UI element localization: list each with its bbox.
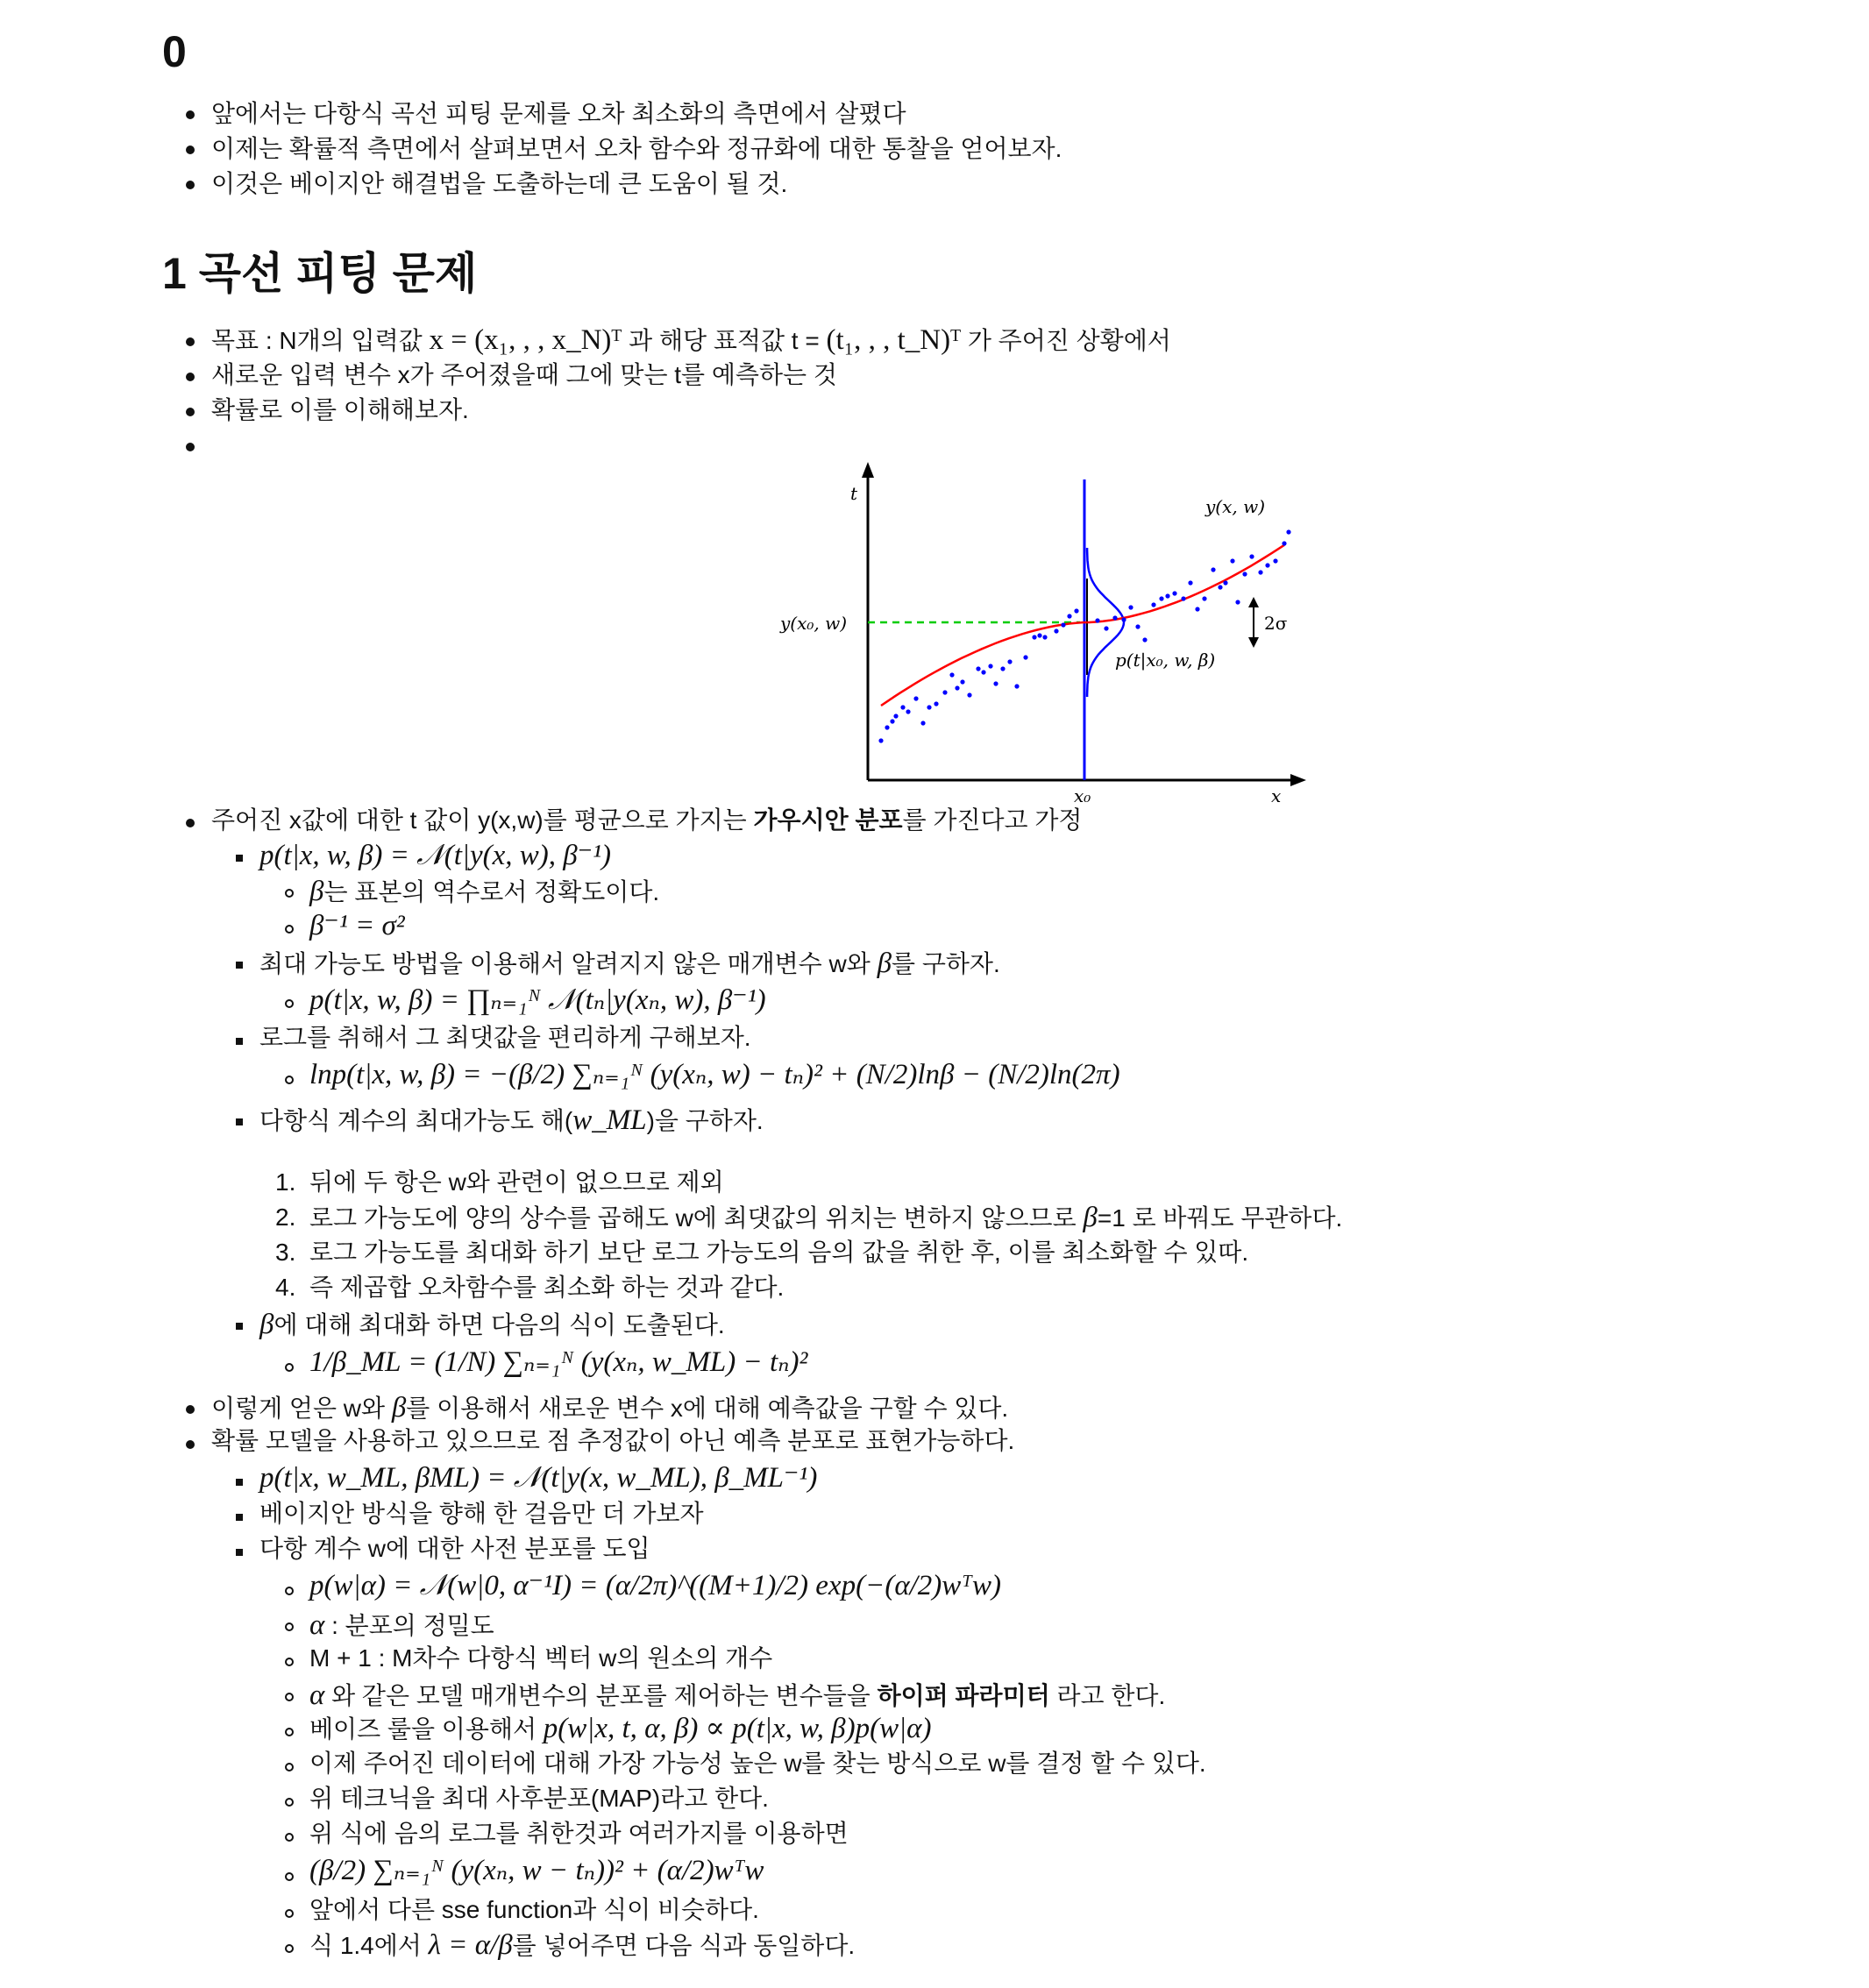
- ml-text-a: 최대 가능도 방법을 이용해서 알려지지 않은 매개변수 w와: [259, 950, 878, 977]
- hyper-alpha: α: [309, 1679, 325, 1711]
- bullet-circle: [285, 1833, 294, 1842]
- gaussian-bold: 가우시안 분포: [753, 806, 903, 834]
- bullet-square: [236, 962, 243, 969]
- bullet-circle: [285, 1658, 294, 1666]
- bullet-circle: [285, 1944, 294, 1953]
- beta-precision-line: [309, 877, 659, 906]
- x0-label: x₀: [1074, 785, 1091, 802]
- data-point: [949, 672, 954, 677]
- bullet-square: [236, 1323, 243, 1330]
- find-w-line: 이제 주어진 데이터에 대해 가장 가능성 높은 w를 찾는 방식으로 w를 결정 할 수 있다.: [309, 1750, 1206, 1777]
- bullet-square: [236, 1549, 243, 1556]
- hyper-bold: 하이퍼 파라미터: [877, 1682, 1050, 1709]
- bullet-square: [236, 1118, 243, 1125]
- coef-text-a: 다항식 계수의 최대가능도 해(: [259, 1107, 573, 1134]
- intro-line-2: 이제는 확률적 측면에서 살펴보면서 오차 함수와 정규화에 대한 통찰을 얻어보자.: [211, 135, 1062, 162]
- goal-math-t: (t₁, , , t_N)ᵀ: [826, 324, 962, 356]
- ordered-number: 4.: [275, 1274, 296, 1301]
- ordered-item-3: 로그 가능도를 최대화 하기 보단 로그 가능도의 음의 값을 취한 후, 이를 최소화할 수 있따.: [309, 1239, 1249, 1266]
- gaussian-text-c: 를 가진다고 가정: [902, 806, 1083, 834]
- bmax-beta: β: [259, 1309, 274, 1340]
- ml-text-b: 를 구하자.: [892, 950, 1000, 977]
- gaussian-curve-fitting-figure: [771, 460, 1315, 802]
- map-line: 위 테크닉을 최대 사후분포(MAP)라고 한다.: [309, 1785, 769, 1812]
- data-point: [1067, 614, 1071, 618]
- ordered-item-4: 즉 제곱합 오차함수를 최소화 하는 것과 같다.: [309, 1274, 785, 1301]
- data-point: [1181, 596, 1185, 600]
- equation-predictive: p(t|x, w_ML, βML) = 𝒩(t|y(x, w_ML), β_ML⁻¹): [259, 1462, 818, 1494]
- data-point: [1037, 633, 1041, 637]
- data-point: [981, 670, 985, 674]
- beta-text: 는 표본의 역수로서 정확도이다.: [323, 878, 660, 905]
- y0-label: y(x₀, w): [780, 613, 848, 634]
- bullet-disc: [186, 408, 195, 416]
- coefficient-line: [259, 1106, 764, 1135]
- goal-text-a: 목표 : N개의 입력값: [211, 327, 430, 354]
- bullet-disc: [186, 146, 195, 154]
- data-point: [893, 714, 898, 718]
- equation-log-likelihood: lnp(t|x, w, β) = −(β/2) ∑ₙ₌₁ᴺ (y(xₙ, w) − tₙ)² + (N/2)lnβ − (N/2)ln(2π): [309, 1059, 1120, 1090]
- data-point: [1249, 554, 1254, 558]
- ml-beta: β: [877, 948, 892, 979]
- goal-text-b: 과 해당 표적값 t =: [622, 327, 827, 354]
- data-point: [900, 705, 905, 709]
- bullet-disc: [186, 443, 195, 451]
- intro-line-3: 이것은 베이지안 해결법을 도출하는데 큰 도움이 될 것.: [211, 170, 788, 197]
- bullet-circle: [285, 1076, 294, 1084]
- equation-sigma: β⁻¹ = σ²: [309, 910, 405, 941]
- data-point: [1142, 637, 1147, 642]
- data-point: [1054, 628, 1058, 633]
- data-point: [1188, 580, 1192, 585]
- data-point: [1218, 585, 1222, 589]
- data-point: [1235, 600, 1240, 604]
- data-point: [1151, 602, 1155, 607]
- data-point: [1032, 635, 1036, 639]
- bayes-equation: p(w|x, t, α, β) ∝ p(t|x, w, β)p(w|α): [543, 1713, 932, 1744]
- hyper-text-c: 라고 한다.: [1049, 1682, 1166, 1709]
- data-point: [885, 725, 889, 729]
- max-likelihood-line: [259, 949, 1000, 978]
- data-point: [1242, 572, 1247, 576]
- data-point: [1265, 563, 1269, 567]
- bayes-text: 베이즈 룰을 이용해서: [309, 1715, 544, 1743]
- alpha-text: : 분포의 정밀도: [324, 1612, 494, 1639]
- data-point: [942, 690, 947, 694]
- data-point: [1121, 617, 1126, 621]
- data-point: [976, 666, 980, 671]
- bullet-circle: [285, 1763, 294, 1771]
- two-sigma-arrow: [1248, 597, 1259, 648]
- data-point: [1202, 596, 1206, 600]
- data-point: [1014, 684, 1019, 688]
- o2-text-a: 로그 가능도에 양의 상수를 곱해도 w에 최댓값의 위치는 변하지 않으므로: [309, 1204, 1084, 1232]
- data-point: [1042, 635, 1047, 639]
- bullet-circle: [285, 1693, 294, 1701]
- data-point: [1000, 666, 1005, 671]
- bullet-disc: [186, 181, 195, 189]
- data-point: [906, 709, 910, 714]
- bullet-disc: [186, 337, 195, 346]
- data-point: [1128, 605, 1133, 609]
- data-point: [920, 721, 925, 725]
- bullet-circle: [285, 925, 294, 934]
- data-point: [1172, 591, 1176, 595]
- beta-symbol: β: [309, 876, 324, 907]
- bayes-step-line: 베이지안 방식을 향해 한 걸음만 더 가보자: [259, 1500, 704, 1527]
- data-point: [1112, 615, 1117, 620]
- negative-log-line: 위 식에 음의 로그를 취한것과 여러가지를 이용하면: [309, 1820, 849, 1847]
- bullet-square: [236, 1038, 243, 1045]
- log-line: 로그를 취해서 그 최댓값을 편리하게 구해보자.: [259, 1024, 751, 1051]
- goal-line: [211, 326, 1171, 355]
- bullet-disc: [186, 373, 195, 381]
- data-point: [1211, 567, 1215, 572]
- data-point: [927, 705, 931, 709]
- data-point: [1282, 541, 1286, 545]
- data-point: [934, 701, 938, 706]
- prior-line: 다항 계수 w에 대한 사전 분포를 도입: [259, 1535, 650, 1562]
- data-point: [1286, 529, 1290, 534]
- coef-text-b: )을 구하자.: [646, 1107, 764, 1134]
- data-point: [1273, 558, 1277, 563]
- data-point: [878, 738, 883, 742]
- equation-likelihood: p(t|x, w, β) = 𝒩(t|y(x, w), β⁻¹): [259, 840, 611, 871]
- bullet-disc: [186, 1405, 195, 1414]
- data-point: [955, 685, 959, 690]
- data-point: [1061, 622, 1065, 627]
- data-point: [1023, 655, 1027, 659]
- ordered-item-1: 뒤에 두 항은 w와 관련이 없으므로 제외: [309, 1168, 724, 1196]
- bullet-square: [236, 1514, 243, 1521]
- hyperparameter-line: [309, 1681, 1165, 1710]
- data-point: [913, 696, 918, 700]
- last-text-a: 식 1.4에서: [309, 1932, 429, 1959]
- gaussian-assumption-line: [211, 808, 1082, 833]
- data-point: [988, 664, 992, 668]
- equation-regularized: (β/2) ∑ₙ₌₁ᴺ (y(xₙ, w − tₙ))² + (α/2)wᵀw: [309, 1855, 764, 1886]
- predict-line: 새로운 입력 변수 x가 주어졌을때 그에 맞는 t를 예측하는 것: [211, 361, 837, 388]
- prediction-line: [211, 1394, 1008, 1423]
- data-point: [993, 681, 998, 685]
- pred-text-a: 이렇게 얻은 w와: [211, 1395, 392, 1422]
- bullet-disc: [186, 1440, 195, 1449]
- bullet-disc: [186, 819, 195, 827]
- o2-beta: β: [1083, 1202, 1098, 1233]
- beta-max-line: [259, 1310, 725, 1339]
- section-heading-0: 0: [162, 27, 187, 76]
- alpha-line: [309, 1611, 494, 1640]
- probability-line: 확률로 이를 이해해보자.: [211, 396, 469, 423]
- bullet-square: [236, 1479, 243, 1486]
- data-point: [1104, 626, 1108, 630]
- hyper-text-a: 와 같은 모델 매개변수의 분포를 제어하는 변수들을: [324, 1682, 878, 1709]
- data-point: [1095, 618, 1099, 622]
- alpha-symbol: α: [309, 1609, 325, 1641]
- lambda-equation: λ = α/β: [428, 1929, 513, 1961]
- bullet-circle: [285, 1728, 294, 1736]
- data-point: [1195, 607, 1199, 611]
- data-point: [1258, 570, 1262, 574]
- x-axis-label: x: [1271, 785, 1282, 802]
- bayes-rule-line: [309, 1715, 932, 1743]
- x-axis-arrow: [1290, 774, 1306, 786]
- probability-model-line: 확률 모델을 사용하고 있으므로 점 추정값이 아닌 예측 분포로 표현가능하다.: [211, 1427, 1015, 1454]
- lambda-line: [309, 1931, 855, 1960]
- y-axis-arrow: [862, 462, 874, 478]
- equation-prior: p(w|α) = 𝒩(w|0, α⁻¹I) = (α/2π)^((M+1)/2) exp(−(α/2)wᵀw): [309, 1570, 1002, 1601]
- data-point: [967, 692, 971, 697]
- section-heading-1: 1 곡선 피팅 문제: [162, 249, 478, 298]
- intro-line-1: 앞에서는 다항식 곡선 피팅 문제를 오차 최소화의 측면에서 살폈다: [211, 100, 906, 127]
- bullet-circle: [285, 1909, 294, 1918]
- bullet-circle: [285, 1622, 294, 1631]
- ordered-number: 2.: [275, 1203, 296, 1231]
- goal-math-x: x = (x₁, , , x_N)ᵀ: [429, 324, 622, 356]
- data-point: [890, 719, 894, 723]
- data-point: [1135, 624, 1140, 628]
- equation-beta-ml: 1/β_ML = (1/N) ∑ₙ₌₁ᴺ (y(xₙ, w_ML) − tₙ)²: [309, 1346, 808, 1378]
- sse-line: 앞에서 다른 sse function과 식이 비슷하다.: [309, 1896, 759, 1923]
- curve-label: y(x, w): [1205, 496, 1266, 517]
- data-point: [1223, 580, 1227, 585]
- bmax-text: 에 대해 최대화 하면 다음의 식이 도출된다.: [274, 1311, 725, 1338]
- bullet-disc: [186, 110, 195, 119]
- t-axis-label: t: [850, 483, 858, 504]
- goal-text-c: 가 주어진 상황에서: [961, 327, 1171, 354]
- data-point: [1007, 659, 1012, 664]
- bullet-circle: [285, 1798, 294, 1807]
- o2-text-b: =1 로 바꿔도 무관하다.: [1097, 1204, 1343, 1232]
- regression-curve: [881, 545, 1284, 706]
- ordered-number: 1.: [275, 1168, 296, 1196]
- data-point: [1074, 608, 1078, 613]
- bullet-circle: [285, 889, 294, 898]
- two-sigma-label: 2σ: [1264, 613, 1288, 634]
- gaussian-text-a: 주어진 x값에 대한 t 값이 y(x,w)를 평균으로 가지는: [211, 806, 754, 834]
- distribution-label: p(t|x₀, w, β): [1115, 650, 1216, 671]
- bullet-circle: [285, 1587, 294, 1595]
- bullet-circle: [285, 1872, 294, 1881]
- bullet-circle: [285, 1363, 294, 1372]
- pred-beta: β: [391, 1392, 407, 1424]
- data-point: [1165, 593, 1169, 598]
- data-point: [1230, 558, 1234, 563]
- pred-text-b: 를 이용해서 새로운 변수 x에 대해 예측값을 구할 수 있다.: [406, 1395, 1009, 1422]
- data-point: [960, 679, 964, 684]
- ordered-item-2: [309, 1203, 1342, 1232]
- bullet-circle: [285, 999, 294, 1008]
- data-point: [1159, 596, 1163, 600]
- equation-product: p(t|x, w, β) = ∏ₙ₌₁ᴺ 𝒩(tₙ|y(xₙ, w), β⁻¹): [309, 984, 766, 1016]
- last-text-b: 를 넣어주면 다음 식과 동일하다.: [512, 1932, 856, 1959]
- coef-wml: w_ML: [572, 1104, 647, 1136]
- ordered-number: 3.: [275, 1239, 296, 1266]
- m-plus-one-line: M + 1 : M차수 다항식 벡터 w의 원소의 개수: [309, 1644, 773, 1672]
- bullet-square: [236, 855, 243, 862]
